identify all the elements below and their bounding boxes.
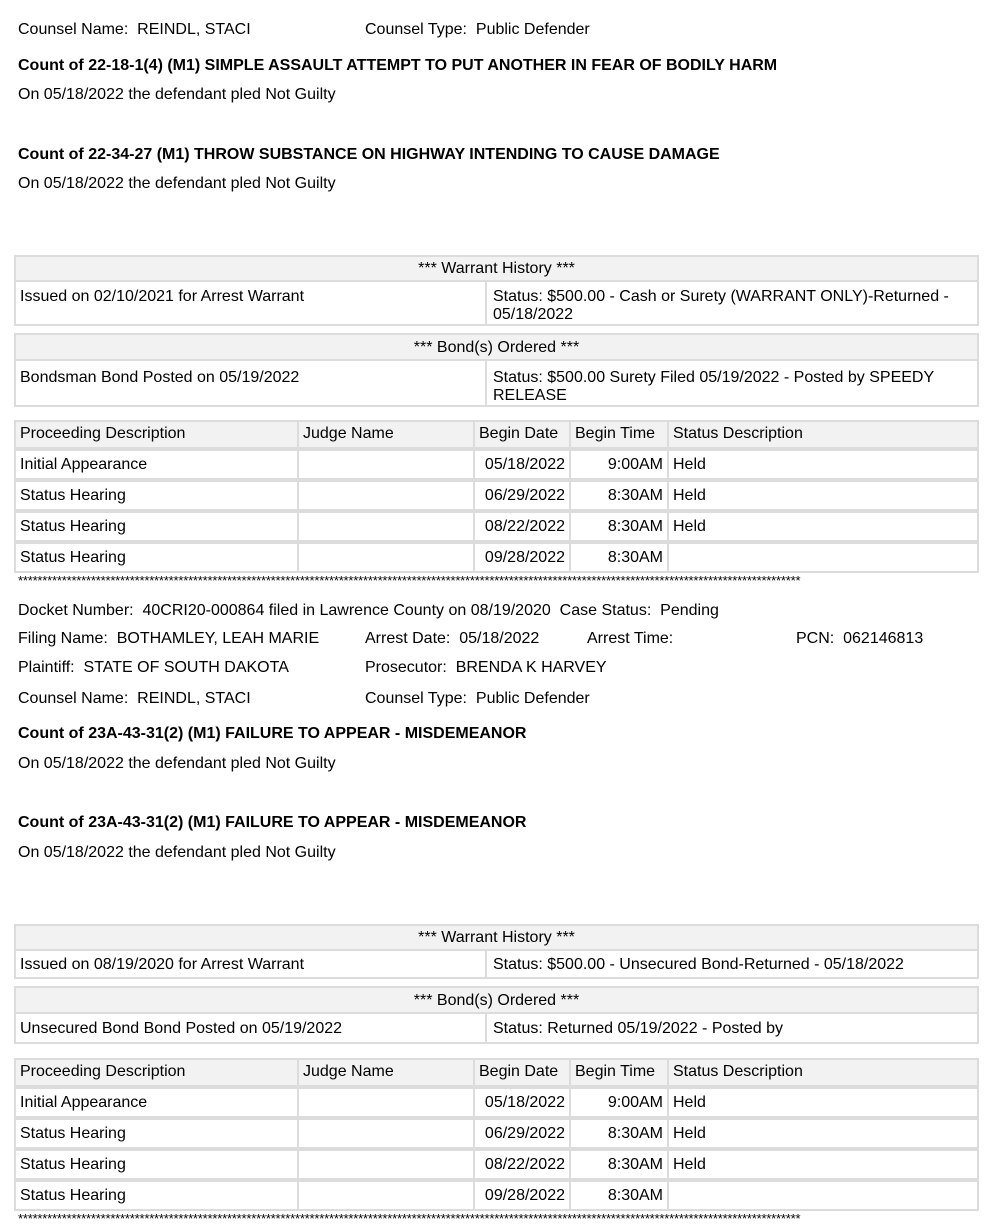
cell-status-description: Held — [667, 511, 979, 542]
counsel-name: REINDL, STACI — [137, 690, 251, 707]
cell-judge-name — [297, 1180, 475, 1211]
counsel-type-label: Counsel Type: — [365, 21, 467, 38]
arrest-date-row — [365, 630, 539, 648]
bond-posted-cell — [14, 359, 487, 407]
warrant-issued-cell — [14, 949, 487, 979]
prosecutor-row — [365, 659, 607, 677]
plaintiff: STATE OF SOUTH DAKOTA — [83, 659, 289, 676]
cell-begin-date: 05/18/2022 — [473, 449, 571, 480]
column-header-judge-name: Judge Name — [297, 420, 475, 449]
arrest-date: 05/18/2022 — [459, 630, 540, 647]
cell-status-description: Held — [667, 1149, 979, 1180]
counsel-type-label: Counsel Type: — [365, 690, 467, 707]
bond-posted-cell — [14, 1012, 487, 1044]
column-header-begin-date: Begin Date — [473, 1058, 571, 1087]
cell-proceeding-description: Status Hearing — [14, 511, 299, 542]
separator: ***************************************************************************************************************************************************************** — [18, 1214, 801, 1224]
counsel-name-label: Counsel Name: — [18, 21, 129, 38]
column-header-status-description: Status Description — [667, 420, 979, 449]
cell-proceeding-description: Initial Appearance — [14, 1087, 299, 1118]
column-header-begin-time: Begin Time — [569, 1058, 669, 1087]
counsel-type: Public Defender — [475, 21, 590, 38]
bond-status-cell — [485, 1012, 979, 1044]
cell-begin-date: 05/18/2022 — [473, 1087, 571, 1118]
cell-status-description: Held — [667, 1118, 979, 1149]
warrant-status: Status: $500.00 - Unsecured Bond-Returned - 05/18/2022 — [493, 956, 904, 973]
cell-judge-name — [297, 1149, 475, 1180]
cell-begin-time: 8:30AM — [569, 480, 669, 511]
cell-begin-time: 8:30AM — [569, 1180, 669, 1211]
warrant-issued: Issued on 02/10/2021 for Arrest Warrant — [20, 288, 305, 305]
count-title: Count of 22-34-27 (M1) THROW SUBSTANCE ON HIGHWAY INTENDING TO CAUSE DAMAGE — [18, 146, 720, 163]
warrant-status-cont: 05/18/2022 — [493, 306, 574, 323]
separator: ***************************************************************************************************************************************************************** — [18, 576, 801, 586]
plaintiff-row — [18, 659, 289, 677]
cell-proceeding-description: Status Hearing — [14, 480, 299, 511]
warrant-history-title: *** Warrant History *** — [418, 929, 575, 946]
count-plea: On 05/18/2022 the defendant pled Not Guilty — [18, 86, 336, 103]
bond-posted: Unsecured Bond Bond Posted on 05/19/2022 — [20, 1020, 343, 1037]
cell-begin-time: 8:30AM — [569, 511, 669, 542]
bond-status: Status: $500.00 Surety Filed 05/19/2022 - Posted by SPEEDY — [493, 369, 935, 386]
prosecutor-label: Prosecutor: — [365, 659, 447, 676]
arrest-time-label: Arrest Time: — [587, 630, 674, 647]
counsel-type-row — [365, 690, 590, 708]
cell-begin-date: 08/22/2022 — [473, 511, 571, 542]
cell-begin-date: 06/29/2022 — [473, 1118, 571, 1149]
cell-begin-time: 8:30AM — [569, 542, 669, 573]
bond-ordered-title: *** Bond(s) Ordered *** — [413, 992, 580, 1009]
counsel-name-row — [18, 690, 251, 708]
docket-row — [18, 602, 719, 620]
bond-status: Status: Returned 05/19/2022 - Posted by — [493, 1020, 783, 1037]
arrest-date-label: Arrest Date: — [365, 630, 451, 647]
cell-status-description — [667, 1180, 979, 1211]
warrant-history-header — [14, 924, 979, 951]
count-title: Count of 23A-43-31(2) (M1) FAILURE TO APPEAR - MISDEMEANOR — [18, 814, 527, 831]
bond-ordered-header — [14, 333, 979, 361]
warrant-history-header — [14, 255, 979, 282]
cell-judge-name — [297, 1118, 475, 1149]
filing-name: BOTHAMLEY, LEAH MARIE — [116, 630, 320, 647]
cell-judge-name — [297, 542, 475, 573]
cell-proceeding-description: Status Hearing — [14, 1118, 299, 1149]
counsel-name-row — [18, 21, 251, 39]
cell-status-description — [667, 542, 979, 573]
arrest-time-row — [587, 630, 678, 648]
count-plea: On 05/18/2022 the defendant pled Not Guilty — [18, 175, 336, 192]
warrant-history-title: *** Warrant History *** — [418, 260, 575, 277]
prosecutor: BRENDA K HARVEY — [455, 659, 607, 676]
column-header-proceeding-description: Proceeding Description — [14, 420, 299, 449]
cell-begin-time: 9:00AM — [569, 1087, 669, 1118]
bond-status-cont: RELEASE — [493, 387, 567, 404]
bond-posted: Bondsman Bond Posted on 05/19/2022 — [20, 369, 300, 386]
cell-proceeding-description: Initial Appearance — [14, 449, 299, 480]
cell-begin-date: 06/29/2022 — [473, 480, 571, 511]
column-header-begin-time: Begin Time — [569, 420, 669, 449]
count-plea: On 05/18/2022 the defendant pled Not Guilty — [18, 755, 336, 772]
docket-label: Docket Number: — [18, 602, 134, 619]
cell-begin-date: 09/28/2022 — [473, 542, 571, 573]
case-status: Pending — [660, 602, 719, 619]
case-status-label: Case Status: — [559, 602, 652, 619]
pcn: 062146813 — [843, 630, 924, 647]
warrant-status-cell — [485, 280, 979, 326]
cell-proceeding-description: Status Hearing — [14, 542, 299, 573]
count-plea: On 05/18/2022 the defendant pled Not Guilty — [18, 844, 336, 861]
cell-begin-date: 09/28/2022 — [473, 1180, 571, 1211]
cell-begin-time: 8:30AM — [569, 1118, 669, 1149]
cell-begin-time: 8:30AM — [569, 1149, 669, 1180]
bond-ordered-header — [14, 986, 979, 1014]
warrant-issued: Issued on 08/19/2020 for Arrest Warrant — [20, 956, 305, 973]
cell-status-description: Held — [667, 449, 979, 480]
filing-name-row — [18, 630, 319, 648]
plaintiff-label: Plaintiff: — [18, 659, 75, 676]
cell-begin-time: 9:00AM — [569, 449, 669, 480]
counsel-type: Public Defender — [475, 690, 590, 707]
column-header-status-description: Status Description — [667, 1058, 979, 1087]
filing-name-label: Filing Name: — [18, 630, 108, 647]
cell-proceeding-description: Status Hearing — [14, 1149, 299, 1180]
column-header-judge-name: Judge Name — [297, 1058, 475, 1087]
cell-judge-name — [297, 480, 475, 511]
pcn-row — [796, 630, 923, 648]
pcn-label: PCN: — [796, 630, 835, 647]
warrant-status-cell — [485, 949, 979, 979]
counsel-name-label: Counsel Name: — [18, 690, 129, 707]
bond-ordered-title: *** Bond(s) Ordered *** — [413, 339, 580, 356]
cell-judge-name — [297, 449, 475, 480]
bond-status-cell — [485, 359, 979, 407]
cell-begin-date: 08/22/2022 — [473, 1149, 571, 1180]
warrant-status: Status: $500.00 - Cash or Surety (WARRANT ONLY)-Returned - — [493, 288, 949, 305]
count-title: Count of 22-18-1(4) (M1) SIMPLE ASSAULT ATTEMPT TO PUT ANOTHER IN FEAR OF BODILY HARM — [18, 57, 778, 74]
docket-number: 40CRI20-000864 filed in Lawrence County on 08/19/2020 — [142, 602, 551, 619]
cell-judge-name — [297, 1087, 475, 1118]
cell-judge-name — [297, 511, 475, 542]
counsel-name: REINDL, STACI — [137, 21, 251, 38]
column-header-proceeding-description: Proceeding Description — [14, 1058, 299, 1087]
cell-status-description: Held — [667, 480, 979, 511]
cell-proceeding-description: Status Hearing — [14, 1180, 299, 1211]
cell-status-description: Held — [667, 1087, 979, 1118]
count-title: Count of 23A-43-31(2) (M1) FAILURE TO APPEAR - MISDEMEANOR — [18, 725, 527, 742]
counsel-type-row — [365, 21, 590, 39]
column-header-begin-date: Begin Date — [473, 420, 571, 449]
warrant-issued-cell — [14, 280, 487, 326]
